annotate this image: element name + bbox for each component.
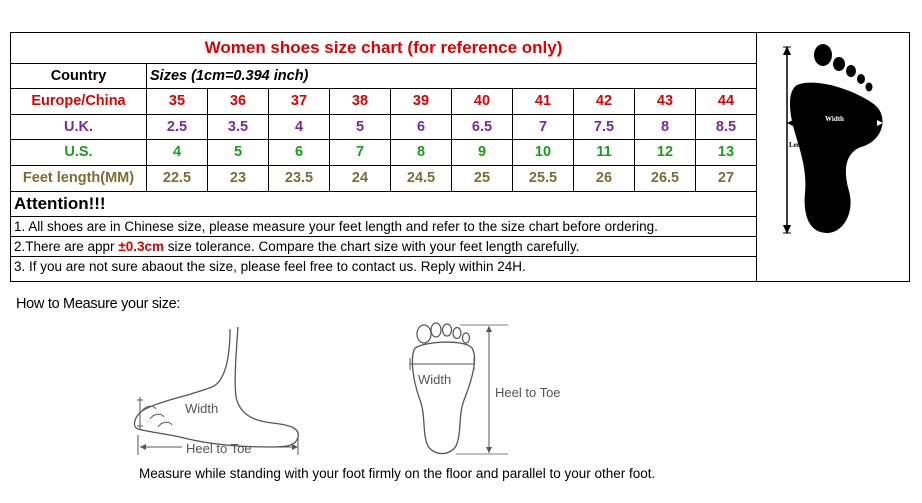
howto-title: How to Measure your size: [16,296,181,312]
side-width-label: Width [185,401,219,416]
chart-title: Women shoes size chart (for reference only) [11,33,757,64]
size-cell: 10 [513,140,574,166]
size-cell: 36 [208,89,269,115]
country-header: Country [11,63,147,89]
size-cell: 5 [208,140,269,166]
top-width-label: Width [418,372,452,387]
tolerance-value: ±0.3cm [118,238,165,254]
size-cell: 43 [635,89,696,115]
attention-line-3: 3. If you are not sure abaout the size, please feel free to contact us. Reply within 24H. [11,256,756,276]
size-chart-table [10,32,910,282]
top-heel-to-toe-label: Heel to Toe [495,385,561,400]
diagram-width-label: Width [825,115,844,123]
size-cell: 35 [147,89,208,115]
size-cell: 24 [330,165,391,191]
row-label: U.K. [11,114,147,140]
size-cell: 4 [147,140,208,166]
side-heel-to-toe-label: Heel to Toe [186,441,252,456]
row-label: Europe/China [11,89,147,115]
foot-diagram-cell [757,33,910,282]
attention-block [11,191,757,282]
size-cell: 37 [269,89,330,115]
size-cell: 25.5 [513,165,574,191]
size-cell: 6 [269,140,330,166]
sizes-note: Sizes (1cm=0.394 inch) [147,63,757,89]
row-label: Feet length(MM) [11,165,147,191]
size-cell: 44 [696,89,757,115]
size-cell: 23.5 [269,165,330,191]
size-cell: 24.5 [391,165,452,191]
size-cell: 7.5 [574,114,635,140]
size-cell: 27 [696,165,757,191]
attention-title: Attention!!! [14,193,106,213]
size-cell: 26 [574,165,635,191]
size-cell: 40 [452,89,513,115]
size-cell: 11 [574,140,635,166]
size-cell: 25 [452,165,513,191]
size-cell: 39 [391,89,452,115]
size-cell: 7 [513,114,574,140]
attention-line-2-end: size tolerance. Compare the chart size with your feet length carefully. [164,238,580,254]
size-cell: 13 [696,140,757,166]
size-cell: 6.5 [452,114,513,140]
attention-line-2-start: 2.There are appr [14,238,119,254]
foot-outline-icon [757,33,909,273]
attention-line-1: 1. All shoes are in Chinese size, please measure your feet length and refer to the size chart before ordering. [11,216,756,236]
size-cell: 12 [635,140,696,166]
size-cell: 38 [330,89,391,115]
size-cell: 8.5 [696,114,757,140]
size-cell: 22.5 [147,165,208,191]
attention-line-2 [11,236,756,256]
size-cell: 8 [391,140,452,166]
row-label: U.S. [11,140,147,166]
size-cell: 7 [330,140,391,166]
size-cell: 6 [391,114,452,140]
side-foot-icon [130,325,310,460]
size-cell: 23 [208,165,269,191]
size-cell: 9 [452,140,513,166]
size-cell: 4 [269,114,330,140]
size-cell: 2.5 [147,114,208,140]
top-foot-icon [400,320,510,460]
size-cell: 5 [330,114,391,140]
size-cell: 42 [574,89,635,115]
size-cell: 3.5 [208,114,269,140]
diagram-length-label: Length [789,141,811,149]
measure-note: Measure while standing with your foot firmly on the floor and parallel to your other foot. [139,466,656,481]
size-cell: 26.5 [635,165,696,191]
size-cell: 8 [635,114,696,140]
size-cell: 41 [513,89,574,115]
